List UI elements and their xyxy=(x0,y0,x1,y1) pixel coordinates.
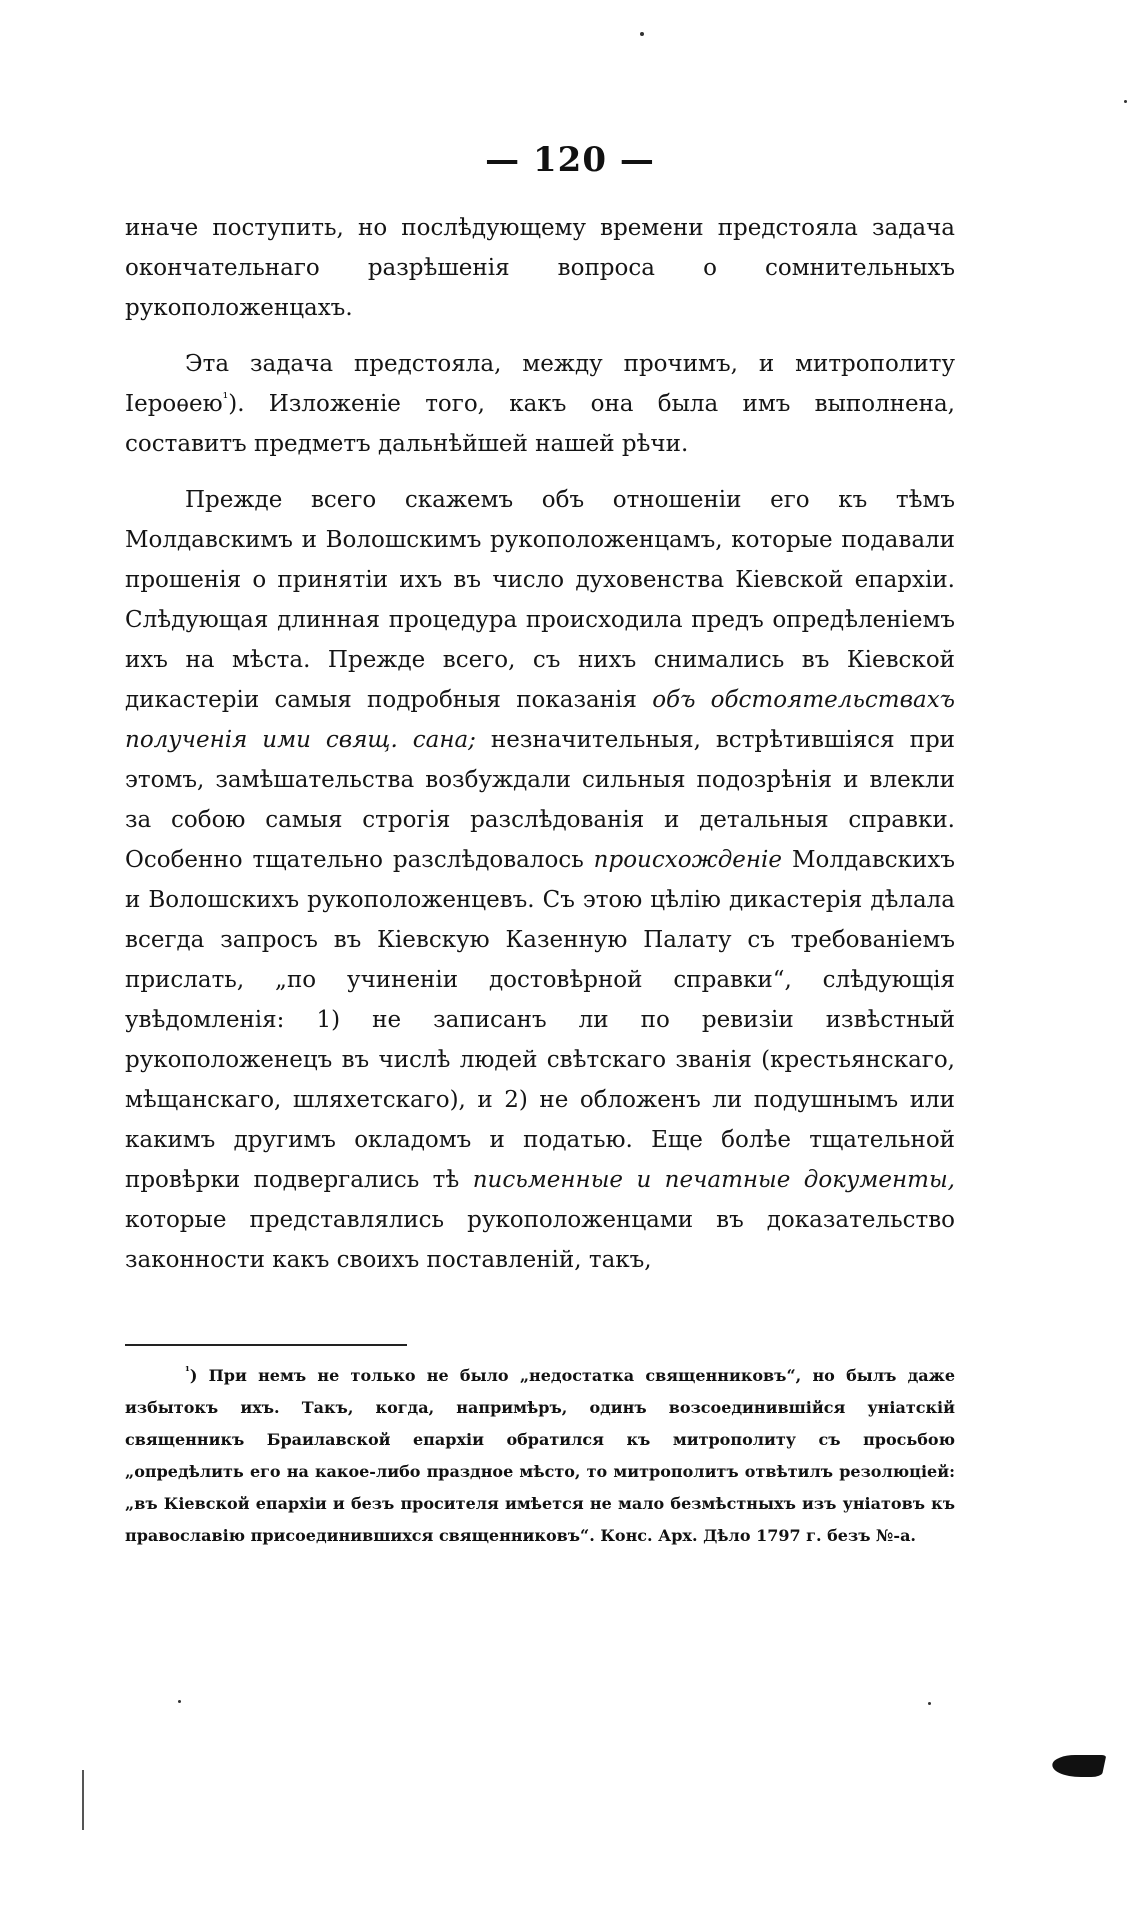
italic-emphasis: объ обстоятельствахъ полученія ими свящ. сана; xyxy=(125,687,955,753)
page-number: — 120 — xyxy=(485,140,655,180)
paragraph xyxy=(125,208,955,328)
text-segment: Эта задача предстояла, между прочимъ, и митрополиту Іероѳею xyxy=(125,351,955,417)
text-segment: ). Изложеніе того, какъ она была имъ выполнена, составитъ предметъ дальнѣйшей нашей рѣчи. xyxy=(125,391,955,457)
footnote-text: ) При немъ не только не было „недостатка священниковъ“, но былъ даже избытокъ ихъ. Такъ, когда, напримѣръ, одинъ возсоединившійся уніатскій священникъ Браилавской епархіи обратился къ митрополиту съ просьбою „опредѣлить его на какое-либо праздное мѣсто, то митрополитъ отвѣтилъ резолюціей: „въ Кіевской епархіи и безъ просителя имѣется не мало безмѣстныхъ изъ уніатовъ къ православію присоединившихся священниковъ“. Конс. Арх. Дѣло 1797 г. безъ №-а. xyxy=(125,1366,955,1545)
italic-emphasis: происхожденіе xyxy=(593,847,783,873)
footnote-reference: ¹ xyxy=(222,390,229,407)
paragraph xyxy=(125,480,955,1280)
text-segment: незначительныя, встрѣтившіяся при этомъ, замѣшательства возбуждали сильныя подозрѣнія и влекли за собою самыя строгія разслѣдованія и детальныя справки. Особенно тщательно разслѣдовалось xyxy=(125,727,955,873)
main-text xyxy=(125,208,955,1280)
scan-edge-mark xyxy=(82,1770,84,1830)
footnote-separator xyxy=(125,1344,407,1346)
text-segment: Молдавскихъ и Волошскихъ рукоположенцевъ. Съ этою цѣлію дикастерія дѣлала всегда запросъ въ Кіевскую Казенную Палату съ требованіемъ прислать, „по учиненіи достовѣрной справки“, слѣдующія увѣдомленія: 1) не записанъ ли по ревизіи извѣстный рукоположенецъ въ числѣ людей свѣтскаго званія (крестьянскаго, мѣщанскаго, шляхетскаго), и 2) не обложенъ ли подушнымъ или какимъ другимъ окладомъ и податью. Еще болѣе тщательной провѣрки подвергались тѣ xyxy=(125,847,955,1193)
text-segment: Прежде всего скажемъ объ отношеніи его къ тѣмъ Молдавскимъ и Волошскимъ рукоположенцамъ, которые подавали прошенія о принятіи ихъ въ число духовенства Кіевской епархіи. Слѣдующая длинная процедура происходила предъ опредѣленіемъ ихъ на мѣста. Прежде всего, съ нихъ снимались въ Кіевской дикастеріи самыя подробныя показанія xyxy=(125,487,955,713)
print-speck xyxy=(178,1700,181,1703)
footnote-marker: ¹ xyxy=(185,1364,190,1378)
print-speck xyxy=(928,1702,931,1705)
ink-smudge xyxy=(1050,1755,1107,1777)
italic-emphasis: письменные и печатные документы, xyxy=(472,1167,955,1193)
print-speck xyxy=(1124,100,1127,103)
text-segment: иначе поступить, но послѣдующему времени предстояла задача окончательнаго разрѣшенія вопроса о сомнительныхъ рукоположенцахъ. xyxy=(125,215,955,321)
footnote xyxy=(125,1360,955,1552)
text-segment: которые представлялись рукоположенцами въ доказательство законности какъ своихъ поставленій, такъ, xyxy=(125,1207,955,1273)
print-speck xyxy=(640,32,644,36)
paragraph xyxy=(125,344,955,464)
